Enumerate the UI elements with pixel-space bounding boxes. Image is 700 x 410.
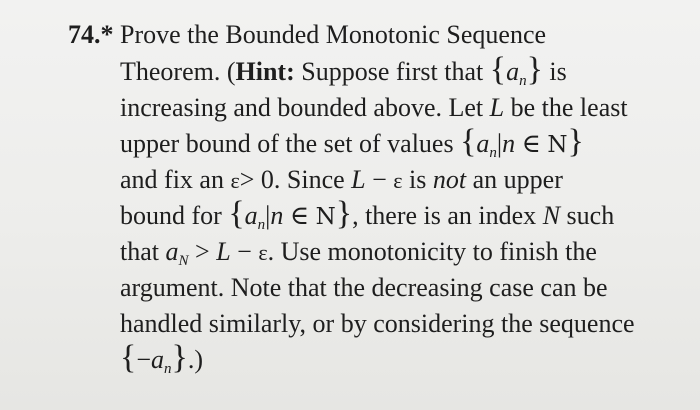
greater-than: >	[195, 237, 210, 266]
minus-sign: −	[372, 165, 387, 194]
subscript-N: N	[178, 253, 189, 269]
line-5-text-d: an upper	[472, 165, 563, 194]
line-6-text-c: such	[566, 201, 615, 230]
text-line-4	[120, 123, 584, 162]
text-line-1	[120, 18, 546, 52]
line-2-text-c: is	[549, 57, 567, 86]
subscript-n-2: n	[489, 145, 497, 161]
text-line-3	[120, 91, 628, 125]
line-2-text-b: Suppose first that	[301, 57, 484, 86]
text-line-2	[120, 51, 567, 89]
set-an-n-in-N-2: {$a_n|n$ ∈ N}	[228, 195, 353, 233]
line-5-text-c: is	[409, 165, 427, 194]
hint-label: Hint:	[235, 57, 295, 86]
symbol-L-3: L	[216, 237, 231, 266]
naturals-symbol-2: N	[315, 204, 336, 230]
sequence-neg-an: $\{-a_n\}$	[120, 339, 188, 377]
line-10-text: .)	[187, 345, 203, 374]
line-3-text-b: be the least	[510, 93, 628, 122]
symbol-L-2: L	[351, 165, 366, 194]
line-3-text-a: increasing and bounded above. Let	[120, 93, 484, 122]
symbol-L: L	[489, 93, 505, 122]
subscript-n-3: n	[257, 217, 266, 233]
set-an-n-in-N: {$a_n|n$ ∈ N}	[460, 123, 584, 161]
subscript-n: n	[519, 73, 527, 89]
line-5-text-b: > 0. Since	[239, 165, 345, 194]
line-7-text-a: that	[120, 237, 159, 266]
text-line-5	[120, 163, 563, 198]
symbol-N: N	[542, 201, 561, 230]
line-6-text-b: , there is an index	[352, 201, 537, 230]
line-1-text: Prove the Bounded Monotonic Sequence	[120, 20, 547, 49]
epsilon-symbol-3: ε	[258, 240, 268, 265]
text-line-9	[120, 307, 635, 341]
epsilon-symbol: ε	[230, 168, 240, 193]
line-5-text-a: and fix an	[120, 165, 224, 194]
not-emphasis: not	[432, 165, 467, 194]
problem-number: 74.*	[68, 20, 114, 49]
line-8-text: argument. Note that the decreasing case can be	[120, 273, 608, 302]
text-line-8	[120, 271, 608, 305]
epsilon-symbol-2: ε	[393, 168, 403, 193]
text-line-7	[120, 235, 597, 270]
line-6-text-a: bound for	[120, 201, 222, 230]
naturals-symbol: N	[547, 132, 568, 158]
subscript-n-4: n	[164, 361, 172, 377]
symbol-aN: $a_N$	[165, 237, 189, 269]
line-7-text-b: . Use monotonicity to finish the	[267, 237, 597, 266]
line-9-text: handled similarly, or by considering the sequence	[120, 309, 635, 338]
text-line-10	[120, 339, 203, 377]
minus-sign-2: −	[237, 237, 252, 266]
sequence-an: $\{a_n\}$	[489, 51, 543, 89]
text-line-6	[120, 195, 615, 234]
line-4-text: upper bound of the set of values	[120, 129, 454, 158]
line-2-text-a: Theorem. (	[120, 57, 236, 86]
